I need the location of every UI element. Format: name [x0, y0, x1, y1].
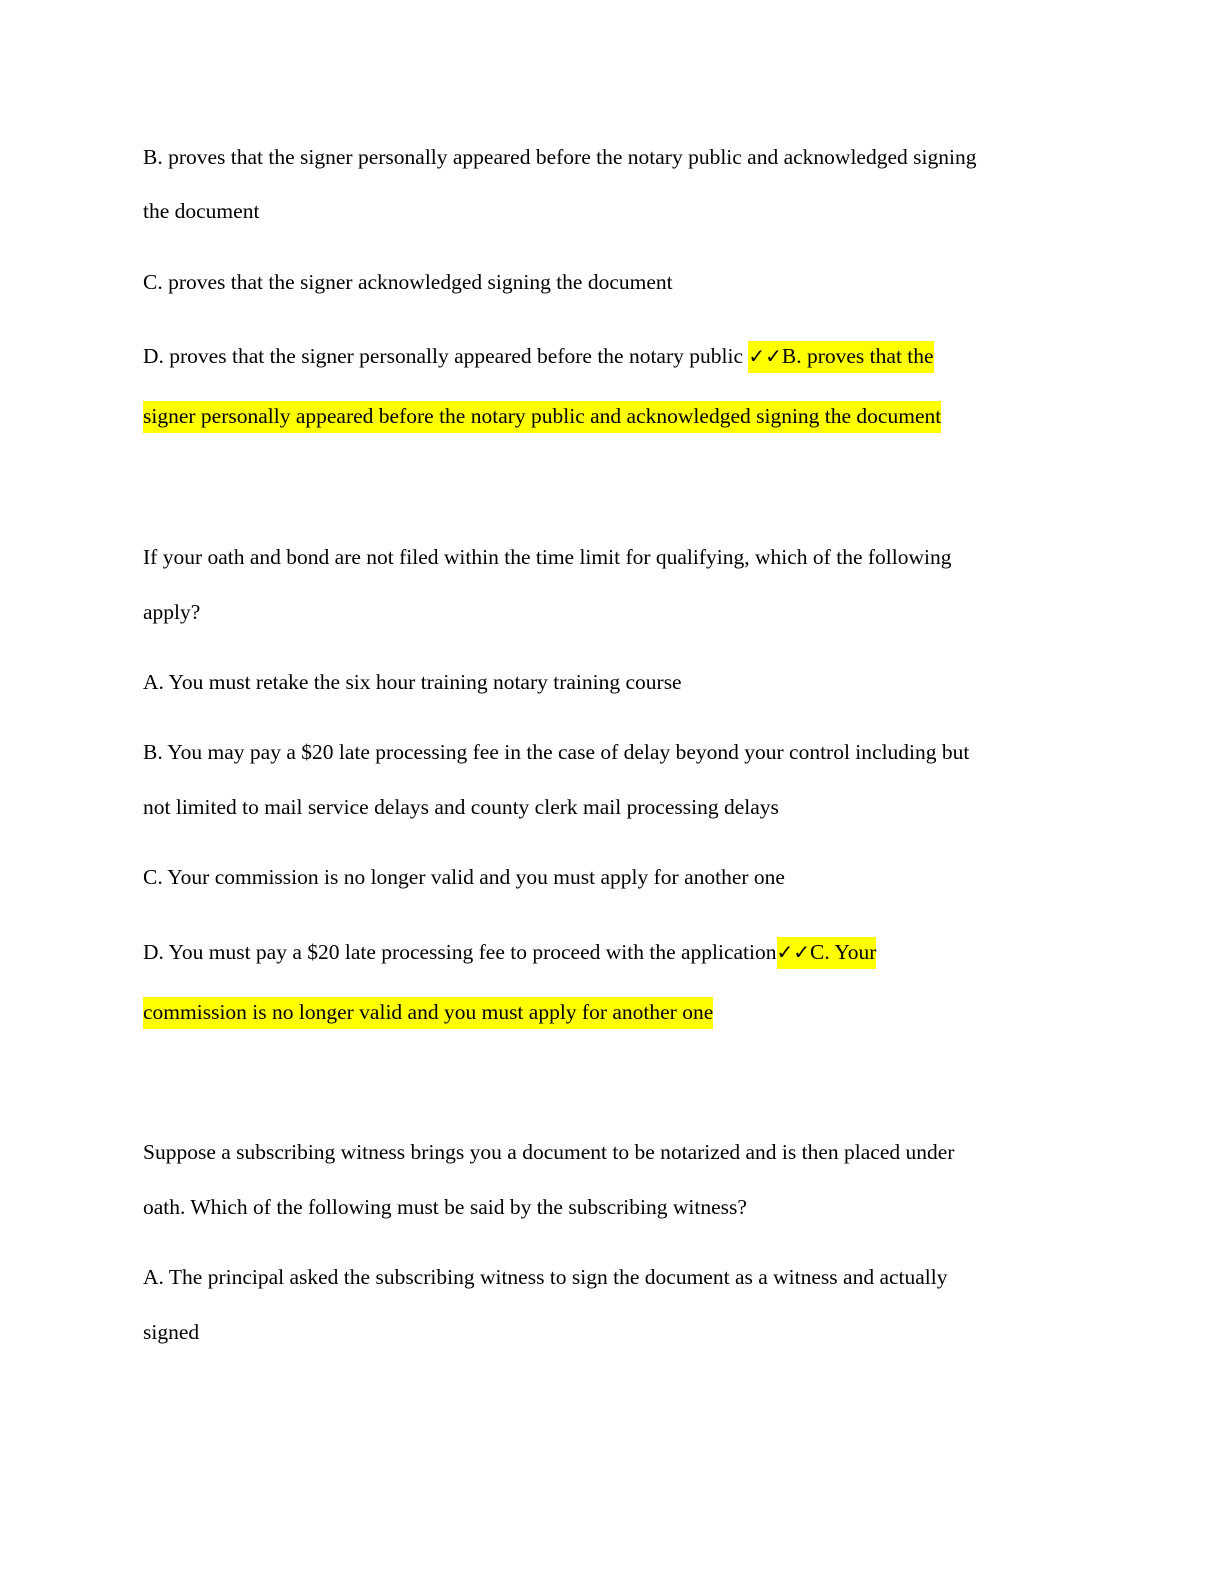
q1-option-b-line2: the document	[143, 199, 260, 223]
q2-answer-line2: commission is no longer valid and you must apply for another one	[143, 997, 713, 1029]
q2-question-line2: apply?	[143, 600, 201, 624]
q2-question-line1: If your oath and bond are not filed within the time limit for qualifying, which of the following	[143, 545, 952, 569]
q3-option-a-line1: A. The principal asked the subscribing witness to sign the document as a witness and actually	[143, 1265, 948, 1289]
q2-option-a: A. You must retake the six hour training notary training course	[143, 670, 682, 694]
q1-option-d: D. proves that the signer personally appeared before the notary public	[143, 344, 749, 368]
q1-answer-line2: signer personally appeared before the notary public and acknowledged signing the document	[143, 401, 941, 433]
q2-answer-highlight	[777, 937, 877, 969]
q3-question-line1: Suppose a subscribing witness brings you a document to be notarized and is then placed under	[143, 1140, 955, 1164]
check-icon: ✓✓	[776, 940, 811, 964]
q2-option-d: D. You must pay a $20 late processing fee to proceed with the application	[143, 940, 777, 964]
q1-answer-line1: B. proves that the	[781, 344, 934, 368]
q1-option-b-line1: B. proves that the signer personally appeared before the notary public and acknowledged signing	[143, 145, 977, 169]
q1-option-c: C. proves that the signer acknowledged signing the document	[143, 270, 673, 294]
q1-option-d-row	[143, 341, 934, 371]
check-icon: ✓✓	[748, 344, 782, 368]
q3-option-a-line2: signed	[143, 1320, 200, 1344]
q2-answer-row2	[143, 997, 713, 1027]
q2-option-b-line1: B. You may pay a $20 late processing fee in the case of delay beyond your control including but	[143, 740, 970, 764]
q2-option-c: C. Your commission is no longer valid and you must apply for another one	[143, 865, 785, 889]
q1-answer-highlight	[748, 341, 933, 373]
q3-question-line2: oath. Which of the following must be said by the subscribing witness?	[143, 1195, 747, 1219]
q2-option-d-row	[143, 937, 876, 967]
q2-option-b-line2: not limited to mail service delays and county clerk mail processing delays	[143, 795, 779, 819]
q2-answer-line1: C. Your	[810, 940, 877, 964]
q1-answer-row2	[143, 401, 941, 431]
